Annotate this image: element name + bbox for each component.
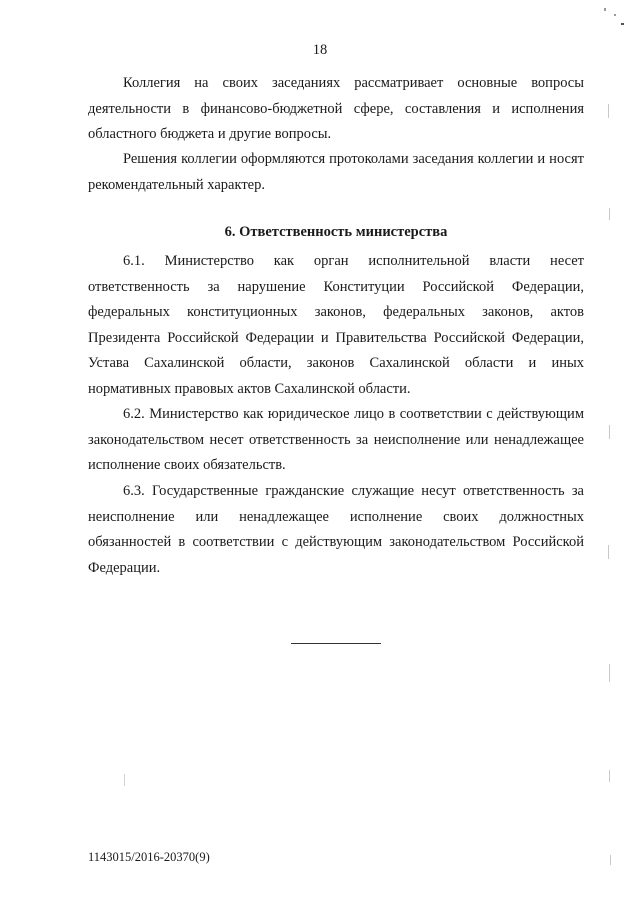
paragraph-6-1: 6.1. Министерство как орган исполнительной власти несет ответственность за нарушение Конституции Российской Федерации, федеральных конституционных законов, федеральных законов, актов Президента Российской Федерации и Правительства Российской Федерации, Устава Сахалинской области, законов Сахалинской области и иных нормативных правовых актов Сахалинской области. [88,253,584,397]
document-registration-number: 1143015/2016-20370(9) [88,850,210,864]
paragraph-6-2: 6.2. Министерство как юридическое лицо в соответствии с действующим законодательством несет ответственность за неисполнение или ненадлежащее исполнение своих обязательств. [88,406,584,473]
page-number: 18 [312,42,328,58]
end-separator-line [291,643,381,644]
scan-artifact [610,855,611,865]
paragraph-collegium-questions: Коллегия на своих заседаниях рассматривает основные вопросы деятельности в финансово-бюджетной сфере, составления и исполнения областного бюджета и другие вопросы. [88,75,584,142]
scan-artifact [604,8,606,11]
paragraph-6-3: 6.3. Государственные гражданские служащие несут ответственность за неисполнение или ненадлежащее исполнение своих должностных обязанностей в соответствии с действующим законодательством Российской Федерации. [88,483,584,576]
scan-artifact [614,14,616,16]
scan-artifact [608,104,609,118]
section-heading: 6. Ответственность министерства [224,224,448,240]
scan-artifact [124,774,125,786]
scan-artifact [621,23,624,25]
scan-artifact [609,425,610,439]
paragraph-collegium-decisions: Решения коллегии оформляются протоколами заседания коллегии и носят рекомендательный характер. [88,151,584,193]
scan-artifact [609,770,610,782]
scan-artifact [609,664,610,682]
scan-artifact [608,545,609,559]
scan-artifact [609,208,610,220]
